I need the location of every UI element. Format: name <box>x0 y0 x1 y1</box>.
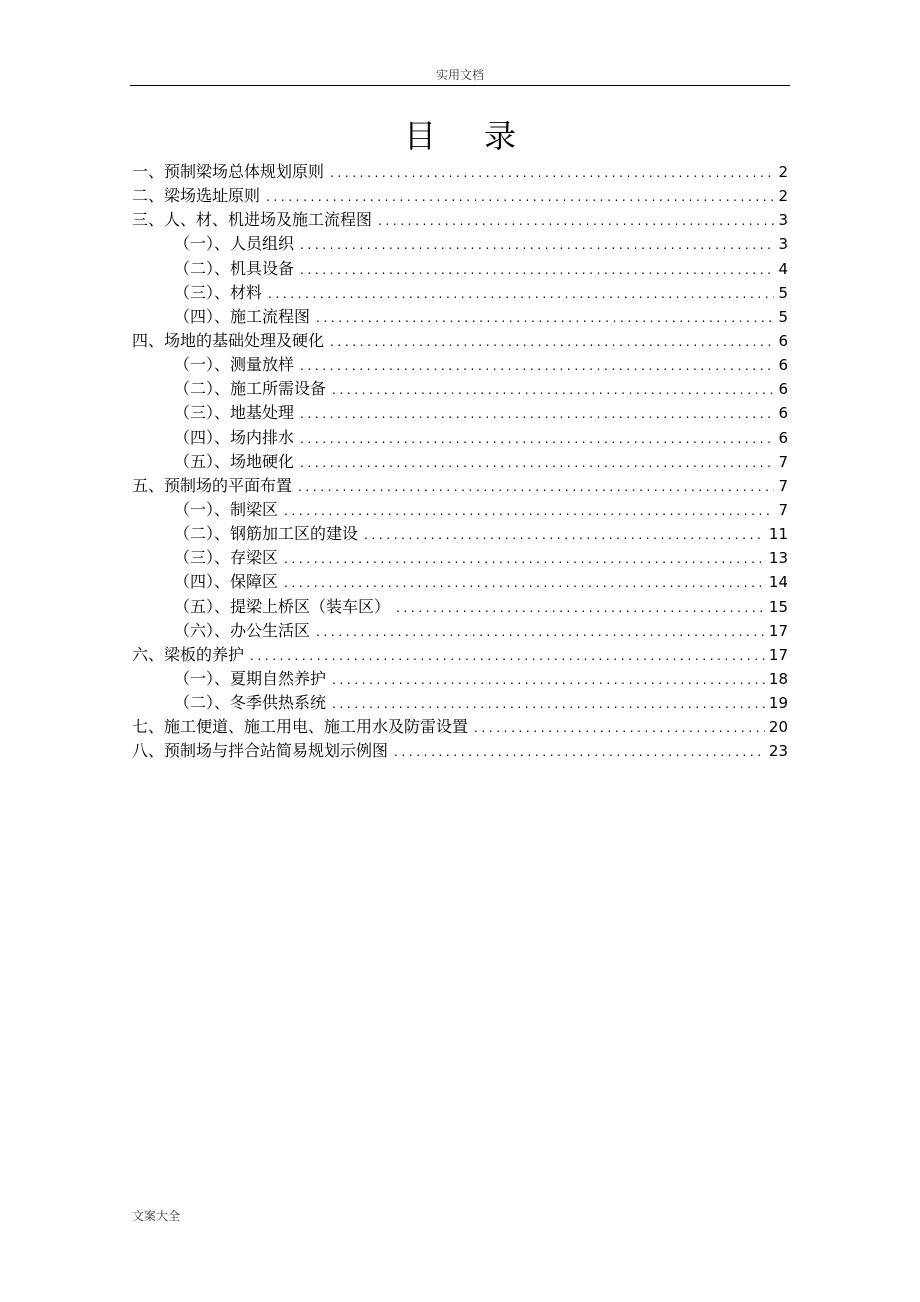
toc-entry[interactable] <box>132 281 788 305</box>
toc-entry-label: （四）、场内排水 <box>174 427 295 447</box>
toc-dot-leader <box>332 692 765 716</box>
toc-dot-leader <box>474 716 765 740</box>
toc-entry-page: 6 <box>778 331 788 350</box>
toc-entry[interactable] <box>132 208 788 232</box>
toc-entry-page: 17 <box>768 621 788 640</box>
toc-entry-page: 13 <box>768 549 788 568</box>
toc-entry[interactable] <box>132 667 788 691</box>
toc-entry-page: 11 <box>768 525 788 544</box>
toc-entry[interactable] <box>132 377 788 401</box>
toc-entry[interactable] <box>132 329 788 353</box>
toc-dot-leader <box>394 740 765 764</box>
toc-entry-label: 一、预制梁场总体规划原则 <box>132 162 325 181</box>
toc-entry-page: 2 <box>778 163 788 181</box>
toc-entry-page: 7 <box>778 452 788 471</box>
toc-entry-page: 7 <box>778 500 788 519</box>
table-of-contents <box>132 160 788 764</box>
toc-entry-page: 4 <box>778 259 788 278</box>
toc-dot-leader <box>300 233 774 257</box>
page-header: 实用文档 <box>435 68 484 82</box>
toc-entry-page: 6 <box>778 380 788 399</box>
toc-dot-leader <box>284 547 765 571</box>
toc-entry[interactable] <box>132 546 788 570</box>
toc-entry-page: 3 <box>778 211 788 230</box>
toc-entry[interactable] <box>132 184 788 208</box>
toc-entry-label: （一）、人员组织 <box>174 234 295 254</box>
toc-entry[interactable] <box>132 257 788 281</box>
toc-dot-leader <box>300 402 774 426</box>
toc-entry-label: （四）、保障区 <box>174 572 279 592</box>
toc-entry-label: （二）、冬季供热系统 <box>174 693 327 713</box>
toc-entry-label: （六）、办公生活区 <box>174 620 311 640</box>
toc-entry-label: 六、梁板的养护 <box>132 644 245 664</box>
toc-dot-leader <box>316 620 765 644</box>
toc-entry[interactable] <box>132 739 788 763</box>
toc-entry-label: 八、预制场与拌合站简易规划示例图 <box>132 741 389 761</box>
toc-entry[interactable] <box>132 691 788 715</box>
toc-entry[interactable] <box>132 715 788 739</box>
header-rule <box>130 85 790 86</box>
toc-dot-leader <box>330 161 774 185</box>
toc-dot-leader <box>266 185 774 209</box>
toc-dot-leader <box>396 596 765 620</box>
toc-entry-label: （五）、场地硬化 <box>174 451 295 471</box>
toc-dot-leader <box>298 475 774 499</box>
toc-dot-leader <box>330 330 774 354</box>
toc-dot-leader <box>250 644 765 668</box>
toc-entry[interactable] <box>132 570 788 594</box>
toc-entry[interactable] <box>132 426 788 450</box>
toc-entry[interactable] <box>132 474 788 498</box>
toc-entry-label: 三、人、材、机进场及施工流程图 <box>132 210 373 230</box>
toc-dot-leader <box>316 306 774 330</box>
toc-entry-page: 6 <box>778 428 788 447</box>
toc-entry-label: （五）、提梁上桥区（装车区） <box>174 596 391 616</box>
toc-entry-label: （一）、测量放样 <box>174 355 295 375</box>
toc-entry-label: （三）、存梁区 <box>174 548 279 568</box>
toc-entry[interactable] <box>132 595 788 619</box>
toc-dot-leader <box>284 499 774 523</box>
toc-entry-page: 5 <box>778 283 788 302</box>
toc-dot-leader <box>268 282 774 306</box>
toc-entry-label: （二）、钢筋加工区的建设 <box>174 524 359 544</box>
toc-entry-page: 20 <box>768 718 788 737</box>
toc-entry-page: 7 <box>778 476 788 495</box>
toc-entry-page: 19 <box>768 694 788 713</box>
toc-entry-label: 二、梁场选址原则 <box>132 186 261 206</box>
toc-dot-leader <box>378 209 774 233</box>
toc-entry-label: （一）、夏期自然养护 <box>174 668 327 688</box>
toc-entry-page: 14 <box>768 573 788 592</box>
toc-entry[interactable] <box>132 643 788 667</box>
toc-entry[interactable] <box>132 498 788 522</box>
toc-entry-page: 18 <box>768 669 788 688</box>
toc-entry[interactable] <box>132 619 788 643</box>
toc-entry-page: 15 <box>768 597 788 616</box>
toc-entry[interactable] <box>132 401 788 425</box>
toc-entry-label: （一）、制梁区 <box>174 499 279 519</box>
toc-title: 目录 <box>403 117 564 155</box>
toc-entry-page: 6 <box>778 356 788 375</box>
toc-dot-leader <box>300 258 774 282</box>
toc-entry-label: （三）、材料 <box>174 282 263 302</box>
toc-entry[interactable] <box>132 522 788 546</box>
toc-entry-label: 七、施工便道、施工用电、施工用水及防雷设置 <box>132 717 469 737</box>
toc-entry-label: 五、预制场的平面布置 <box>132 475 293 495</box>
toc-dot-leader <box>332 668 765 692</box>
toc-entry[interactable] <box>132 353 788 377</box>
toc-entry[interactable] <box>132 450 788 474</box>
toc-entry-label: 四、场地的基础处理及硬化 <box>132 330 325 350</box>
toc-entry-label: （四）、施工流程图 <box>174 306 311 326</box>
toc-dot-leader <box>332 378 774 402</box>
toc-dot-leader <box>300 354 774 378</box>
toc-entry-page: 23 <box>768 742 788 761</box>
toc-entry-label: （三）、地基处理 <box>174 403 295 423</box>
toc-entry-label: （二）、施工所需设备 <box>174 379 327 399</box>
toc-dot-leader <box>300 427 774 451</box>
page-footer: 文案大全 <box>132 1209 181 1223</box>
toc-dot-leader <box>364 523 765 547</box>
toc-dot-leader <box>284 571 765 595</box>
toc-entry-page: 5 <box>778 307 788 326</box>
toc-dot-leader <box>300 451 774 475</box>
toc-entry-page: 2 <box>778 187 788 206</box>
toc-entry-page: 3 <box>778 235 788 254</box>
toc-entry-page: 6 <box>778 404 788 423</box>
toc-entry[interactable] <box>132 232 788 256</box>
toc-entry[interactable] <box>132 160 788 184</box>
toc-entry-label: （二）、机具设备 <box>174 258 295 278</box>
toc-entry[interactable] <box>132 305 788 329</box>
toc-entry-page: 17 <box>768 645 788 664</box>
